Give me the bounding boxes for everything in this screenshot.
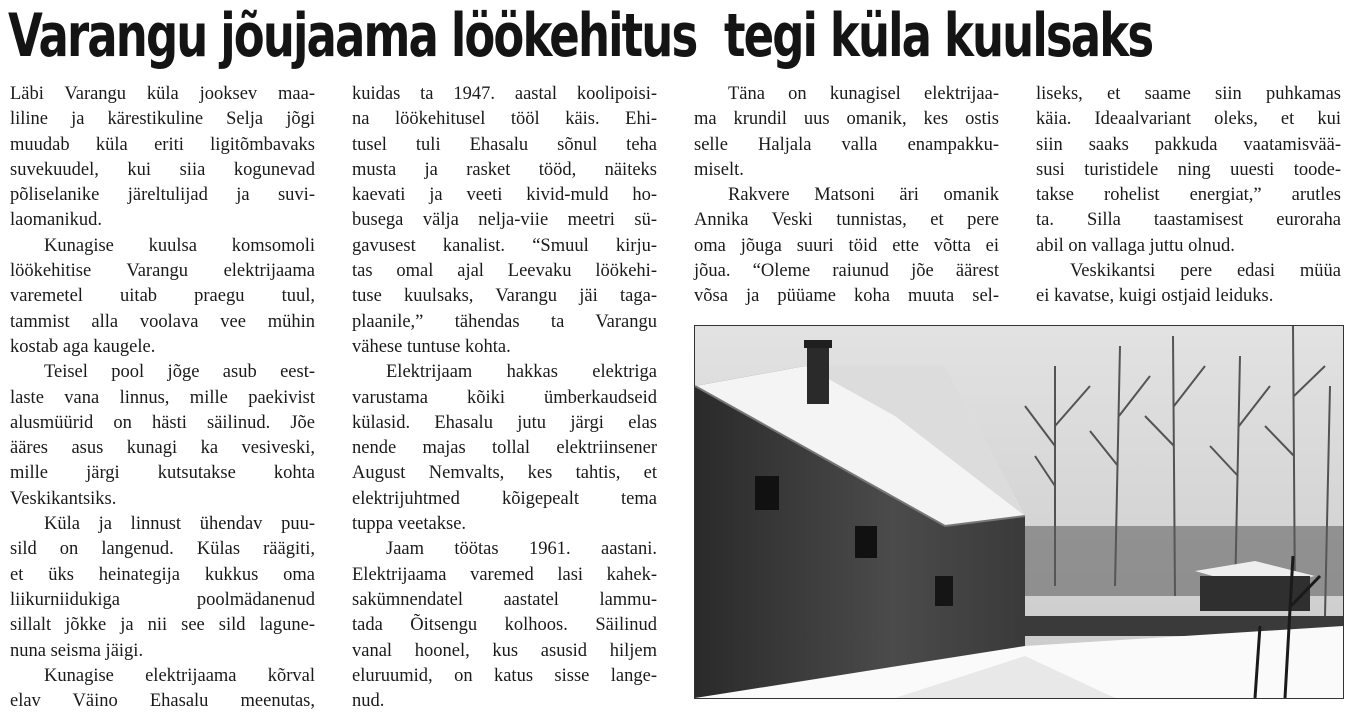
text-line: käia. Ideaalvariant oleks, et kui [1036, 109, 1341, 130]
text-line: ta. Silla taastamisest euroraha [1036, 210, 1341, 231]
text-line: tada Õitsengu kolhoos. Säilinud [352, 615, 657, 636]
text-line: Jaam töötas 1961. aastani. [386, 539, 657, 560]
text-line: laste vana linnus, mille paekivist [10, 387, 315, 408]
text-line: jõua. “Oleme raiunud jõe äärest [694, 261, 999, 282]
text-line: August Nemvalts, kes tahtis, et [352, 463, 657, 484]
text-line: vähese tuntuse kohta. [352, 336, 511, 357]
text-line: Elektrijaama varemed lasi kahek- [352, 564, 657, 585]
text-line: tas omal ajal Leevaku löökehi- [352, 261, 657, 282]
text-line: eluruumid, on katus sisse lange- [352, 665, 657, 686]
text-line: elektrijuhtmed kõigepealt tema [352, 488, 657, 509]
text-line: na löökehitusel tööl käis. Ehi- [352, 109, 657, 130]
text-line: laomanikud. [10, 210, 102, 231]
text-line: löökehitise Varangu elektrijaama [10, 261, 315, 282]
text-line: tuppa veetakse. [352, 514, 467, 535]
text-line: Läbi Varangu küla jooksev maa- [10, 84, 315, 104]
text-line: nende majas tollal elektriinsener [352, 438, 657, 459]
text-line: musta ja rasket tööd, näiteks [352, 159, 657, 180]
text-line: susi turistidele ning uuesti toode- [1036, 159, 1341, 180]
text-line: liikurniidukiga poolmädanenud [10, 589, 315, 610]
text-line: kaevati ja veeti kivid-muld ho- [352, 185, 657, 206]
article-column-2 [352, 82, 657, 714]
text-line: Veskikantsi pere edasi müüa [1070, 261, 1341, 282]
text-line: külasid. Ehasalu jutu järgi elas [352, 412, 657, 433]
text-line: mille järgi kutsutakse kohta [10, 463, 315, 484]
text-line: gavusest kanalist. “Smuul kirju- [352, 235, 657, 256]
article-column-4 [1036, 82, 1341, 310]
text-line: abil on vallaga juttu olnud. [1036, 235, 1235, 256]
text-line: siin saaks pakkuda vaatamisvää- [1036, 134, 1341, 155]
text-line: Küla ja linnust ühendav puu- [44, 514, 315, 535]
text-line: põliselanike järeltulijad ja suvi- [10, 185, 315, 206]
text-line: vanal hoonel, kus asusid hiljem [352, 640, 657, 661]
text-line: selle Haljala valla enampakku- [694, 134, 999, 155]
text-line: tuse kuulsaks, Varangu jäi taga- [352, 286, 657, 307]
text-line: busega välja nelja-viie meetri sü- [352, 210, 657, 231]
article-column-1 [10, 82, 315, 714]
text-line: takse rohelist energiat,” arutles [1036, 185, 1341, 206]
text-line: nud. [352, 691, 385, 712]
text-line: ma krundil uus omanik, kes ostis [694, 109, 999, 130]
text-line: suvekuudel, kui siia kogunevad [10, 159, 315, 180]
text-line: Teisel pool jõge asub eest- [44, 362, 315, 383]
text-line: liseks, et saame siin puhkamas [1036, 84, 1341, 104]
text-line: kuidas ta 1947. aastal koolipoisi- [352, 84, 657, 104]
text-line: Rakvere Matsoni äri omanik [728, 185, 999, 206]
text-line: Elektrijaam hakkas elektriga [386, 362, 657, 383]
headline: Varangu jõujaama löökehitus tegi küla kuulsaks [8, 1, 1153, 71]
photo-mill-ruins-in-snow [695, 326, 1343, 698]
text-line: plaanile,” tähendas ta Varangu [352, 311, 657, 332]
text-line: Täna on kunagisel elektrijaa- [728, 84, 999, 104]
text-line: sillalt jõkke ja nii see sild lagune- [10, 615, 315, 636]
text-line: alusmüürid on hästi säilinud. Jõe [10, 412, 315, 433]
text-line: Kunagise kuulsa komsomoli [44, 235, 315, 256]
text-line: varustama kõiki ümberkaudseid [352, 387, 657, 408]
text-line: sakümnendatel aastatel lammu- [352, 589, 657, 610]
text-line: et üks heinategija kukkus oma [10, 564, 315, 585]
text-line: võsa ja püüame koha muuta sel- [694, 286, 999, 307]
text-line: liline ja kärestikuline Selja jõgi [10, 109, 315, 130]
text-line: ei kavatse, kuigi ostjaid leiduks. [1036, 286, 1274, 307]
article-photo [694, 325, 1344, 699]
text-line: sild on langenud. Külas räägiti, [10, 539, 315, 560]
text-line: elav Väino Ehasalu meenutas, [10, 691, 315, 712]
text-line: miselt. [694, 159, 744, 180]
article-column-3 [694, 82, 999, 310]
text-line: tammist alla voolava vee mühin [10, 311, 315, 332]
text-line: varemetel uitab praegu tuul, [10, 286, 315, 307]
text-line: ääres asus kunagi ka vesiveski, [10, 438, 315, 459]
text-line: Annika Veski tunnistas, et pere [694, 210, 999, 231]
text-line: Kunagise elektrijaama kõrval [44, 665, 315, 686]
text-line: tusel tuli Ehasalu sõnul teha [352, 134, 657, 155]
text-line: Veskikantsiks. [10, 488, 117, 509]
text-line: oma jõuga suuri töid ette võtta ei [694, 235, 999, 256]
text-line: nuna seisma jäigi. [10, 640, 144, 661]
text-line: muudab küla eriti ligitõmbavaks [10, 134, 315, 155]
text-line: kostab aga kaugele. [10, 336, 156, 357]
